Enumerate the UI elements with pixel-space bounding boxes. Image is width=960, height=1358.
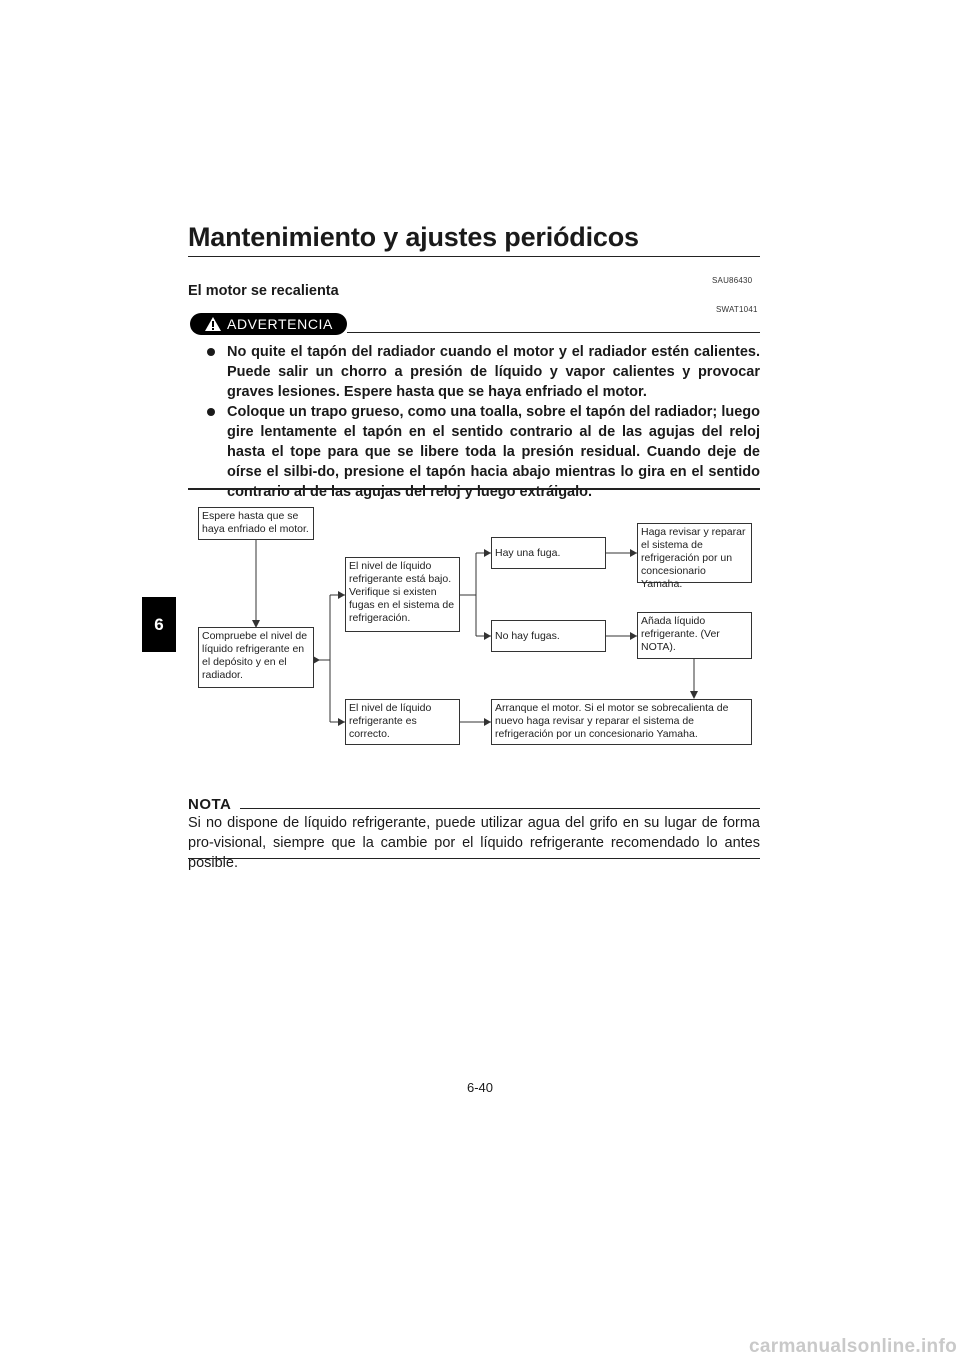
page-number: 6-40	[466, 1080, 494, 1095]
flow-node-repair: Haga revisar y reparar el sistema de refrigeración por un concesionario Yamaha.	[637, 523, 752, 583]
flow-node-check: Compruebe el nivel de líquido refrigerante en el depósito y en el radiador.	[198, 627, 314, 688]
flow-node-correct-level: El nivel de líquido refrigerante es correcto.	[345, 699, 460, 745]
warning-bottom-divider	[188, 488, 760, 490]
flow-node-wait: Espere hasta que se haya enfriado el motor.	[198, 507, 314, 540]
watermark: carmanualsonline.info	[749, 1336, 957, 1357]
nota-text: Si no dispone de líquido refrigerante, puede utilizar agua del grifo en su lugar de forma pro-visional, siempre que la cambie por el líquido refrigerante recomendado lo antes posible.	[188, 815, 760, 871]
warning-item-text: No quite el tapón del radiador cuando el motor y el radiador estén calientes. Puede salir un chorro a presión de líquido y vapor calientes y provocar graves lesiones. Espere hasta que se haya enfriado el motor.	[227, 344, 760, 400]
bullet-icon	[207, 408, 215, 416]
warning-item	[205, 342, 760, 402]
warning-label: ADVERTENCIA	[227, 316, 333, 332]
flow-node-low-level: El nivel de líquido refrigerante está bajo. Verifique si existen fugas en el sistema de refrigeración.	[345, 557, 460, 632]
flow-node-no-leak: No hay fugas.	[491, 620, 606, 652]
warning-item-text: Coloque un trapo grueso, como una toalla, sobre el tapón del radiador; luego gire lentamente el tapón en el sentido contrario al de las agujas del reloj hasta el tope para que se libere toda la presión residual. Cuando deje de oírse el silbi-do, presione el tapón hacia abajo mientras lo gira en el sentido contrario al de las agujas del reloj y luego extráigalo.	[227, 404, 760, 500]
nota-divider	[240, 808, 760, 809]
section-title: El motor se recalienta	[188, 283, 339, 299]
title-divider	[188, 256, 760, 257]
warning-item	[205, 402, 760, 502]
flow-node-add-coolant: Añada líquido refrigerante. (Ver NOTA).	[637, 612, 752, 659]
flow-node-start-engine: Arranque el motor. Si el motor se sobrecalienta de nuevo haga revisar y reparar el sistema de refrigeración por un concesionario Yamaha.	[491, 699, 752, 745]
chapter-tab: 6	[142, 597, 176, 652]
warning-divider	[347, 332, 760, 333]
warning-triangle-icon	[204, 316, 222, 332]
nota-bottom-divider	[188, 858, 760, 859]
warning-badge	[190, 313, 347, 335]
section-code: SAU86430	[712, 276, 753, 285]
warning-code: SWAT1041	[716, 305, 758, 314]
flow-node-leak: Hay una fuga.	[491, 537, 606, 569]
warning-list	[205, 342, 760, 502]
page-title: Mantenimiento y ajustes periódicos	[188, 222, 639, 252]
bullet-icon	[207, 348, 215, 356]
nota-label: NOTA	[188, 796, 232, 813]
